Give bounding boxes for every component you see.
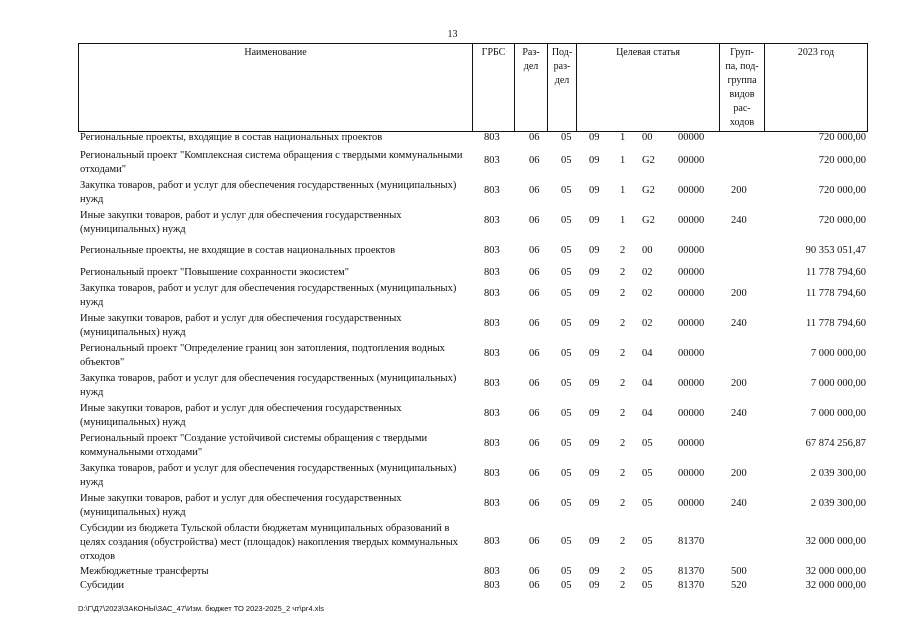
row-name: Иные закупки товаров, работ и услуг для обеспечения государственных (муниципальных) нужд: [80, 313, 402, 338]
table-row: [78, 179, 868, 207]
header-name: Наименование: [78, 44, 472, 131]
row-target-1: 09: [589, 245, 600, 256]
row-target-4: 00000: [678, 215, 705, 226]
row-podrazdel: 05: [561, 580, 572, 591]
row-target-1: 09: [589, 566, 600, 577]
table-row: [78, 402, 868, 430]
row-vr: 240: [731, 498, 747, 509]
row-grbs: 803: [484, 318, 500, 329]
row-target-1: 09: [589, 378, 600, 389]
row-target-3: G2: [642, 155, 655, 166]
row-razdel: 06: [529, 566, 540, 577]
row-grbs: 803: [484, 288, 500, 299]
row-vr: 200: [731, 288, 747, 299]
row-target-3: 05: [642, 580, 653, 591]
table-row: [78, 522, 868, 564]
row-razdel: 06: [529, 348, 540, 359]
row-target-4: 00000: [678, 498, 705, 509]
row-target-2: 2: [620, 378, 626, 389]
row-grbs: 803: [484, 580, 500, 591]
row-target-1: 09: [589, 215, 600, 226]
row-razdel: 06: [529, 318, 540, 329]
table-row: [78, 312, 868, 340]
row-sum: 32 000 000,00: [805, 536, 866, 547]
row-target-2: 1: [620, 155, 626, 166]
row-target-3: 04: [642, 408, 653, 419]
row-target-2: 2: [620, 438, 626, 449]
row-target-2: 1: [620, 215, 626, 226]
row-target-1: 09: [589, 348, 600, 359]
row-razdel: 06: [529, 267, 540, 278]
table-row: [78, 462, 868, 490]
table-row: [78, 432, 868, 460]
row-vr: 240: [731, 215, 747, 226]
header-vr: Груп- па, под- группа видов рас- ходов: [719, 44, 764, 131]
row-target-4: 81370: [678, 566, 705, 577]
row-grbs: 803: [484, 408, 500, 419]
row-target-3: 00: [642, 245, 653, 256]
row-grbs: 803: [484, 267, 500, 278]
row-podrazdel: 05: [561, 267, 572, 278]
row-sum: 32 000 000,00: [805, 566, 866, 577]
row-target-3: 02: [642, 318, 653, 329]
row-target-3: G2: [642, 185, 655, 196]
row-name: Закупка товаров, работ и услуг для обеспечения государственных (муниципальных) нужд: [80, 373, 457, 398]
table-row: [78, 565, 868, 579]
row-target-4: 00000: [678, 348, 705, 359]
row-podrazdel: 05: [561, 155, 572, 166]
row-name: Субсидии из бюджета Тульской области бюджетам муниципальных образований в целях создания (обустройства) мест (площадок) накопления твердых коммунальных отходов: [80, 523, 458, 562]
row-podrazdel: 05: [561, 438, 572, 449]
row-grbs: 803: [484, 378, 500, 389]
row-sum: 720 000,00: [818, 132, 866, 143]
row-target-3: 02: [642, 288, 653, 299]
row-target-4: 00000: [678, 185, 705, 196]
row-sum: 11 778 794,60: [806, 267, 866, 278]
row-razdel: 06: [529, 408, 540, 419]
row-sum: 720 000,00: [818, 215, 866, 226]
row-grbs: 803: [484, 155, 500, 166]
row-target-3: 05: [642, 438, 653, 449]
row-target-4: 00000: [678, 288, 705, 299]
row-target-4: 00000: [678, 267, 705, 278]
row-target-2: 2: [620, 318, 626, 329]
row-name: Иные закупки товаров, работ и услуг для обеспечения государственных (муниципальных) нужд: [80, 210, 402, 235]
header-razdel: Раз- дел: [514, 44, 547, 131]
table-row: [78, 372, 868, 400]
row-target-2: 2: [620, 566, 626, 577]
row-target-2: 2: [620, 245, 626, 256]
header-podrazdel: Под- раз- дел: [547, 44, 576, 131]
row-name: Закупка товаров, работ и услуг для обеспечения государственных (муниципальных) нужд: [80, 463, 457, 488]
row-target-2: 2: [620, 536, 626, 547]
row-grbs: 803: [484, 566, 500, 577]
row-sum: 11 778 794,60: [806, 288, 866, 299]
row-podrazdel: 05: [561, 566, 572, 577]
row-target-1: 09: [589, 468, 600, 479]
row-razdel: 06: [529, 215, 540, 226]
row-vr: 520: [731, 580, 747, 591]
row-sum: 7 000 000,00: [810, 348, 866, 359]
row-target-2: 1: [620, 185, 626, 196]
row-target-2: 2: [620, 468, 626, 479]
row-target-1: 09: [589, 185, 600, 196]
row-name: Региональный проект "Комплексная система обращения с твердыми коммунальными отходами": [80, 150, 463, 175]
row-sum: 7 000 000,00: [810, 378, 866, 389]
table-row: [78, 149, 868, 177]
row-name: Региональный проект "Определение границ зон затопления, подтопления водных объектов": [80, 343, 445, 368]
row-target-4: 00000: [678, 408, 705, 419]
row-podrazdel: 05: [561, 185, 572, 196]
row-target-4: 00000: [678, 132, 705, 143]
row-podrazdel: 05: [561, 408, 572, 419]
header-year: 2023 год: [764, 44, 868, 131]
row-target-2: 2: [620, 348, 626, 359]
row-podrazdel: 05: [561, 468, 572, 479]
row-target-1: 09: [589, 580, 600, 591]
row-target-1: 09: [589, 498, 600, 509]
row-grbs: 803: [484, 132, 500, 143]
table-row: [78, 579, 868, 593]
row-grbs: 803: [484, 348, 500, 359]
row-target-4: 00000: [678, 155, 705, 166]
row-target-2: 2: [620, 408, 626, 419]
row-target-4: 00000: [678, 318, 705, 329]
row-target-4: 81370: [678, 536, 705, 547]
table-row: [78, 131, 868, 145]
row-target-1: 09: [589, 288, 600, 299]
row-name: Региональный проект "Создание устойчивой системы обращения с твердыми коммунальными отходами": [80, 433, 428, 458]
row-podrazdel: 05: [561, 348, 572, 359]
row-name: Иные закупки товаров, работ и услуг для обеспечения государственных (муниципальных) нужд: [80, 403, 402, 428]
row-sum: 32 000 000,00: [805, 580, 866, 591]
row-sum: 7 000 000,00: [810, 408, 866, 419]
row-target-3: 00: [642, 132, 653, 143]
row-vr: 240: [731, 408, 747, 419]
row-grbs: 803: [484, 536, 500, 547]
row-target-4: 00000: [678, 438, 705, 449]
row-target-3: 05: [642, 536, 653, 547]
row-target-1: 09: [589, 132, 600, 143]
row-sum: 2 039 300,00: [810, 468, 866, 479]
row-grbs: 803: [484, 468, 500, 479]
row-target-1: 09: [589, 408, 600, 419]
row-target-2: 2: [620, 288, 626, 299]
row-sum: 90 353 051,47: [805, 245, 866, 256]
row-razdel: 06: [529, 438, 540, 449]
row-vr: 240: [731, 318, 747, 329]
row-razdel: 06: [529, 288, 540, 299]
row-sum: 67 874 256,87: [805, 438, 866, 449]
row-target-3: 04: [642, 348, 653, 359]
row-sum: 720 000,00: [818, 185, 866, 196]
row-razdel: 06: [529, 580, 540, 591]
row-grbs: 803: [484, 245, 500, 256]
row-grbs: 803: [484, 438, 500, 449]
row-podrazdel: 05: [561, 378, 572, 389]
row-podrazdel: 05: [561, 536, 572, 547]
row-podrazdel: 05: [561, 132, 572, 143]
row-target-4: 81370: [678, 580, 705, 591]
row-target-3: 05: [642, 566, 653, 577]
header-grbs: ГРБС: [472, 44, 514, 131]
row-target-1: 09: [589, 536, 600, 547]
table-row: [78, 266, 868, 280]
row-podrazdel: 05: [561, 498, 572, 509]
row-target-1: 09: [589, 318, 600, 329]
row-razdel: 06: [529, 378, 540, 389]
row-target-2: 1: [620, 132, 626, 143]
row-sum: 11 778 794,60: [806, 318, 866, 329]
row-target-2: 2: [620, 580, 626, 591]
row-vr: 500: [731, 566, 747, 577]
row-target-1: 09: [589, 155, 600, 166]
row-razdel: 06: [529, 185, 540, 196]
page-number: 13: [447, 29, 458, 40]
row-razdel: 06: [529, 155, 540, 166]
row-target-1: 09: [589, 438, 600, 449]
table-row: [78, 282, 868, 310]
row-name: Региональные проекты, входящие в состав национальных проектов: [80, 132, 383, 143]
row-razdel: 06: [529, 132, 540, 143]
table-header: [78, 43, 868, 132]
row-target-2: 2: [620, 498, 626, 509]
row-razdel: 06: [529, 245, 540, 256]
row-target-3: G2: [642, 215, 655, 226]
row-target-4: 00000: [678, 378, 705, 389]
row-name: Межбюджетные трансферты: [80, 566, 209, 577]
row-sum: 720 000,00: [818, 155, 866, 166]
row-target-3: 05: [642, 468, 653, 479]
row-grbs: 803: [484, 498, 500, 509]
header-target: Целевая статья: [576, 44, 719, 131]
table-row: [78, 209, 868, 237]
row-vr: 200: [731, 185, 747, 196]
row-razdel: 06: [529, 498, 540, 509]
row-podrazdel: 05: [561, 318, 572, 329]
table-row: [78, 492, 868, 520]
row-name: Закупка товаров, работ и услуг для обеспечения государственных (муниципальных) нужд: [80, 180, 457, 205]
row-target-3: 04: [642, 378, 653, 389]
row-target-4: 00000: [678, 468, 705, 479]
row-name: Субсидии: [80, 580, 125, 591]
row-name: Региональный проект "Повышение сохранности экосистем": [80, 267, 350, 278]
row-vr: 200: [731, 468, 747, 479]
row-name: Региональные проекты, не входящие в состав национальных проектов: [80, 245, 396, 256]
table-row: [78, 244, 868, 258]
row-vr: 200: [731, 378, 747, 389]
row-razdel: 06: [529, 468, 540, 479]
row-grbs: 803: [484, 185, 500, 196]
row-target-4: 00000: [678, 245, 705, 256]
row-target-2: 2: [620, 267, 626, 278]
row-name: Иные закупки товаров, работ и услуг для обеспечения государственных (муниципальных) нужд: [80, 493, 402, 518]
row-grbs: 803: [484, 215, 500, 226]
file-path-footer: D:\Г\Д7\2023\ЗАКОНЫ\ЗАС_47\Изм. бюджет ТО 2023-2025_2 чт\рг4.xls: [78, 604, 324, 613]
row-podrazdel: 05: [561, 288, 572, 299]
row-target-1: 09: [589, 267, 600, 278]
table-row: [78, 342, 868, 370]
row-podrazdel: 05: [561, 215, 572, 226]
row-podrazdel: 05: [561, 245, 572, 256]
row-target-3: 05: [642, 498, 653, 509]
row-name: Закупка товаров, работ и услуг для обеспечения государственных (муниципальных) нужд: [80, 283, 457, 308]
row-sum: 2 039 300,00: [810, 498, 866, 509]
row-razdel: 06: [529, 536, 540, 547]
row-target-3: 02: [642, 267, 653, 278]
